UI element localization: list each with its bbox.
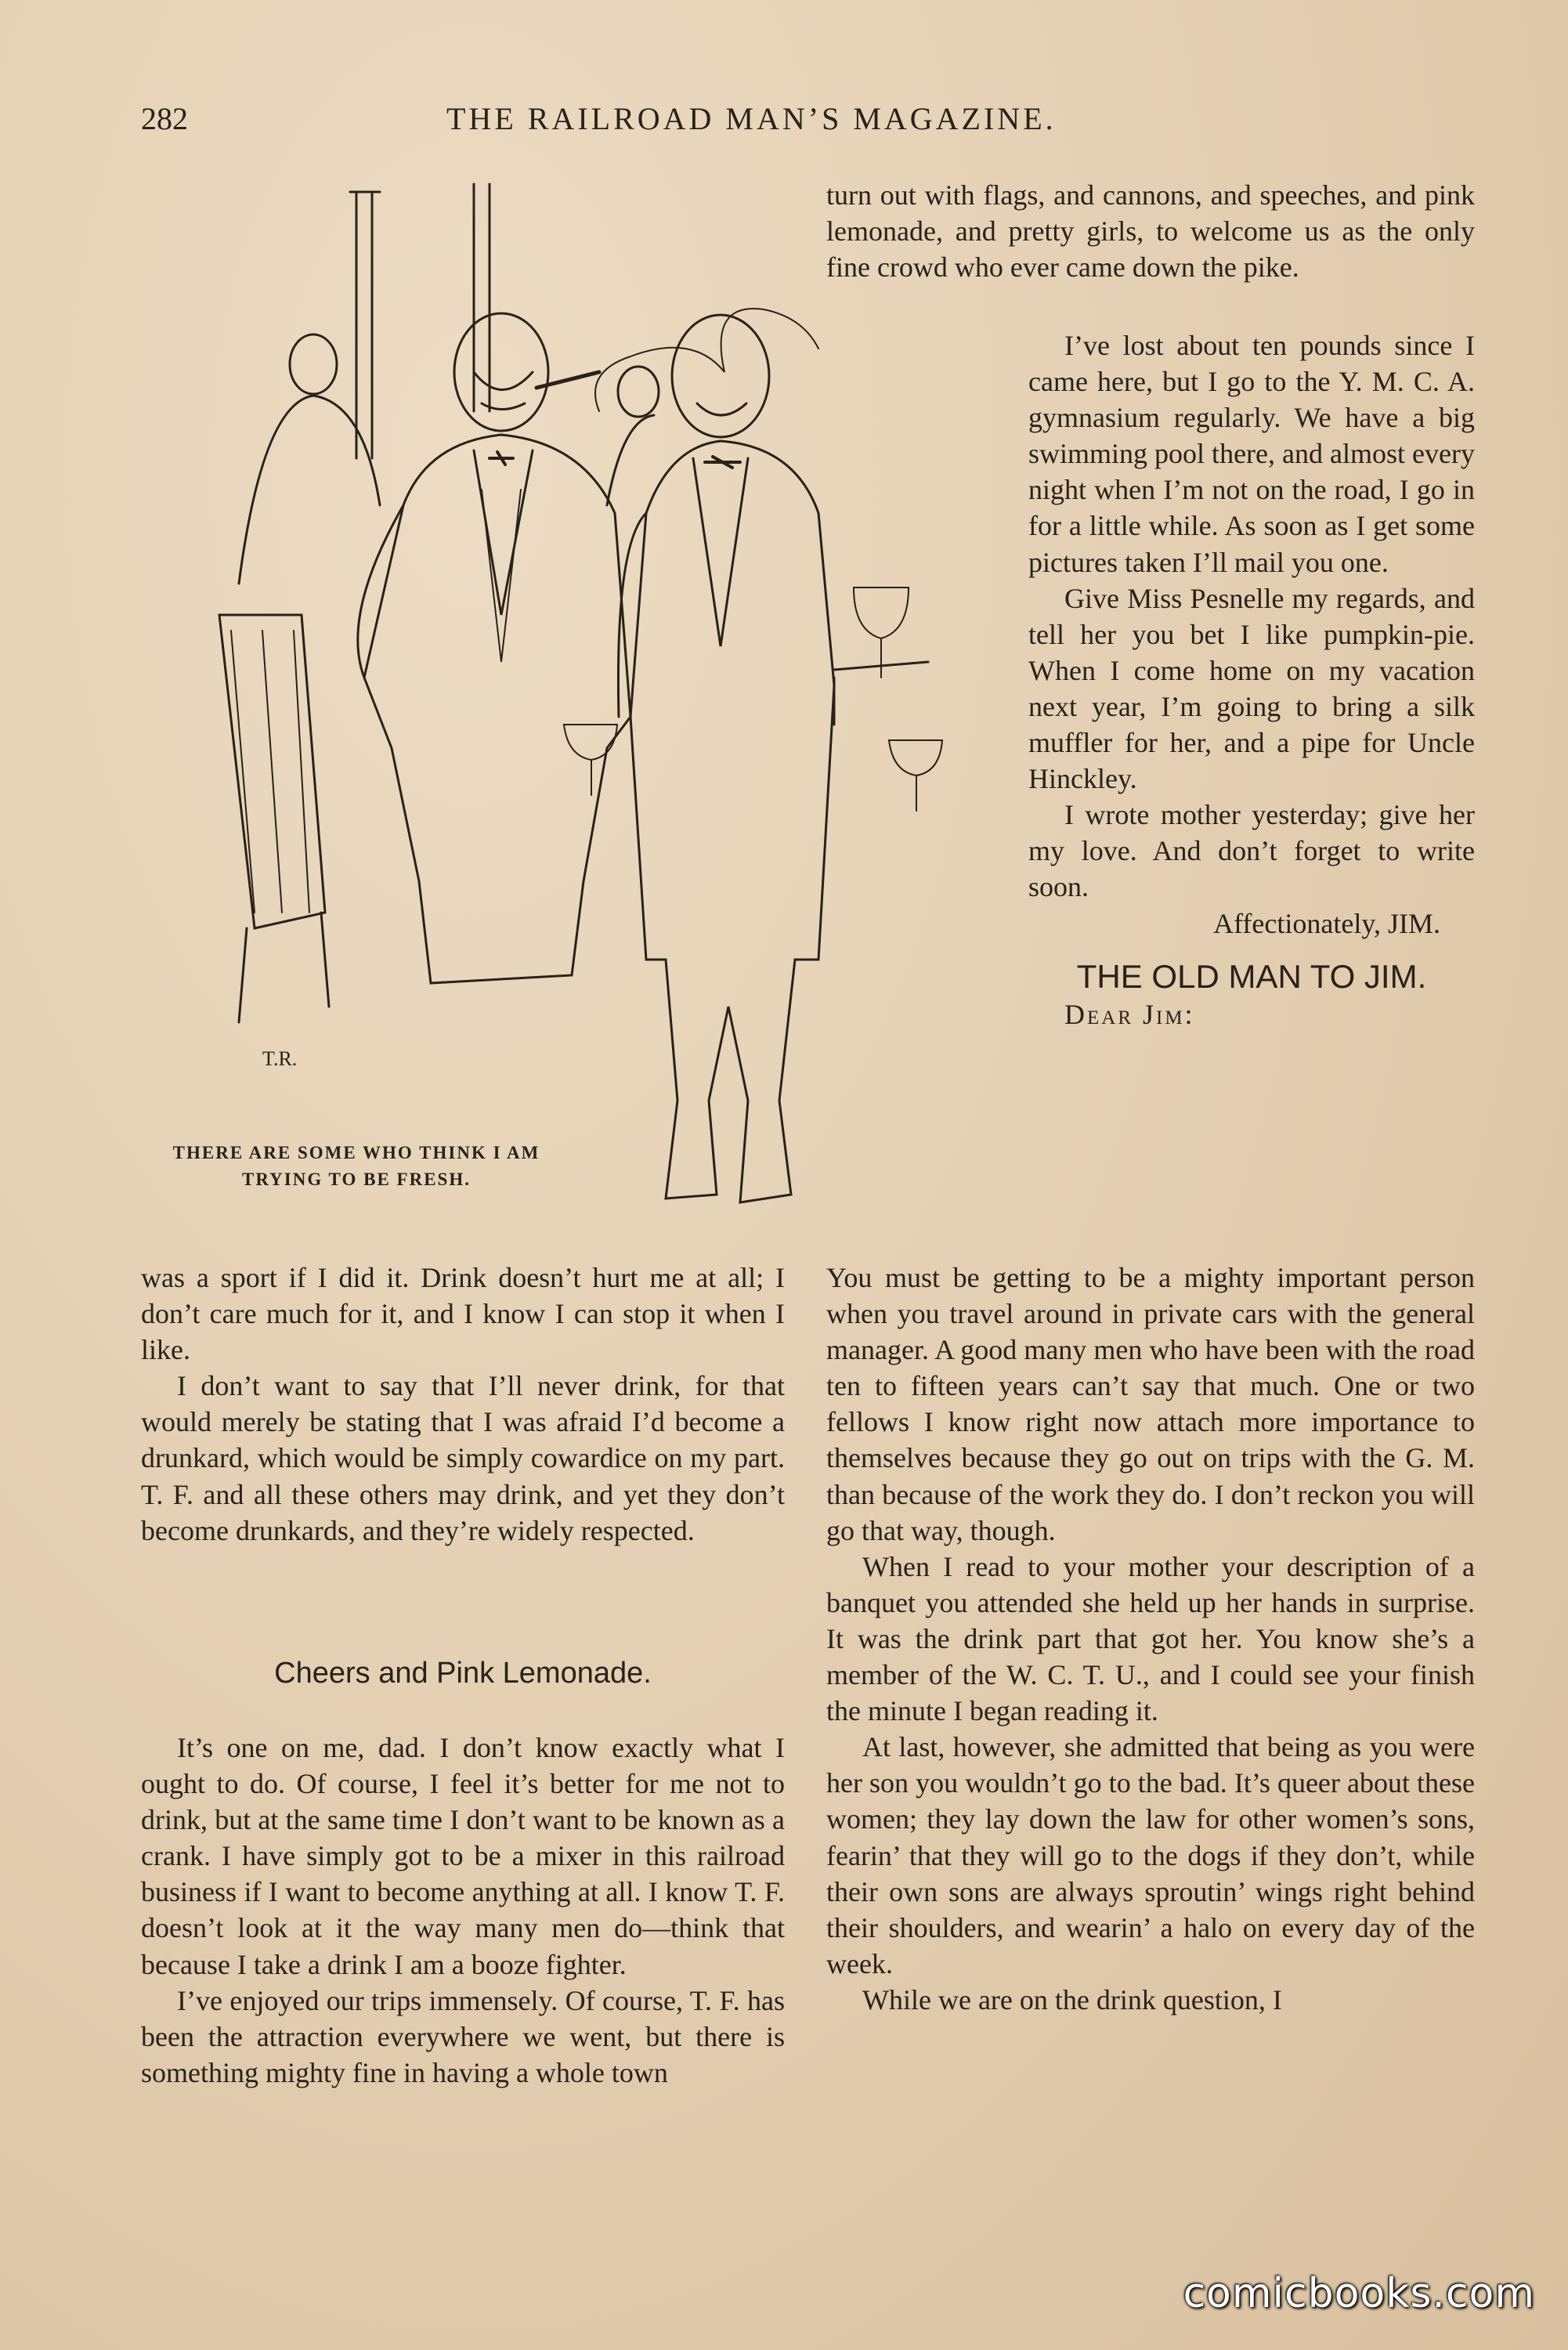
magazine-title: THE RAILROAD MAN’S MAGAZINE. bbox=[446, 101, 1057, 136]
paragraph: It’s one on me, dad. I don’t know exactly what I ought to do. Of course, I feel it’s better for me not to drink, but at the same time I don’t want to be known as a crank. I have simply got to be a mixer in this railroad business if I want to become anything at all. I know T. F. doesn’t look at it the way many men do—think that because I take a drink I am a booze fighter. bbox=[141, 1732, 785, 1980]
left-column-lower bbox=[141, 1730, 785, 2091]
illustration-two-men-in-evening-dress bbox=[145, 176, 991, 1226]
right-column-narrow bbox=[1028, 327, 1475, 1032]
right-column-top bbox=[826, 177, 1475, 285]
paragraph: Give Miss Pesnelle my regards, and tell her you bet I like pumpkin-pie. When I come home on my vacation next year, I’m going to bring a silk muffler for her, and a pipe for Uncle Hinckley. bbox=[1028, 582, 1475, 795]
paragraph: When I read to your mother your description of a banquet you attended she held up her hands in surprise. It was the drink part that got her. You know she’s a member of the W. C. T. U., and I could see your finish the minute I began reading it. bbox=[826, 1550, 1475, 1727]
paragraph: was a sport if I did it. Drink doesn’t hurt me at all; I don’t care much for it, and I know I can stop it when I like. bbox=[141, 1262, 785, 1366]
paragraph: While we are on the drink question, I bbox=[862, 1983, 1282, 2016]
illustrator-initials: T.R. bbox=[262, 1047, 298, 1070]
paragraph: I’ve lost about ten pounds since I came here, but I go to the Y. M. C. A. gymnasium regularly. We have a big swimming pool there, and almost every night when I’m not on the road, I go in for a little while. As soon as I get some pictures taken I’ll mail you one. bbox=[1028, 330, 1475, 578]
right-column-bottom bbox=[826, 1260, 1475, 2018]
letter-heading: THE OLD MAN TO JIM. bbox=[1076, 957, 1427, 995]
paragraph: turn out with flags, and cannons, and speeches, and pink lemonade, and pretty girls, to welcome us as the only fine crowd who ever came down the pike. bbox=[826, 179, 1475, 284]
illustration-caption: THERE ARE SOME WHO THINK I AM TRYING TO BE FRESH. bbox=[172, 1143, 540, 1189]
paragraph: At last, however, she admitted that being as you were her son you wouldn’t go to the bad. It’s queer about these women; they lay down the law for other women’s sons, fearin’ that they will go to the dogs if they don’t, while their own sons are always sproutin’ wings right behind their shoulders, and wearin’ a halo on every day of the week. bbox=[826, 1731, 1475, 1979]
paragraph: I wrote mother yesterday; give her my love. And don’t forget to write soon. bbox=[1028, 799, 1475, 903]
running-head bbox=[141, 100, 1488, 147]
paragraph: You must be getting to be a mighty important person when you travel around in private cars with the general manager. A good many men who have been with the road ten to fifteen years can’t say that much. One or two fellows I know right now attach more importance to themselves because they go out on trips with the G. M. than because of the work they do. I don’t reckon you will go that way, though. bbox=[826, 1262, 1475, 1546]
paragraph: I don’t want to say that I’ll never drink, for that would merely be stating that I was afraid I’d become a drunkard, which would be simply cowardice on my part. T. F. and all these others may drink, and yet they don’t become drunkards, and they’re widely respected. bbox=[141, 1370, 785, 1546]
section-subheading: Cheers and Pink Lemonade. bbox=[274, 1657, 652, 1690]
letter-signoff: Affectionately, JIM. bbox=[1213, 907, 1440, 939]
page-number: 282 bbox=[141, 101, 188, 136]
watermark: comicbooks.com bbox=[1183, 2270, 1535, 2317]
paragraph: I’ve enjoyed our trips immensely. Of course, T. F. has been the attraction everywhere we went, but there is something mighty fine in having a whole town bbox=[141, 1984, 785, 2088]
salutation: Dear Jim: bbox=[1064, 998, 1195, 1030]
left-column bbox=[141, 1260, 785, 1549]
